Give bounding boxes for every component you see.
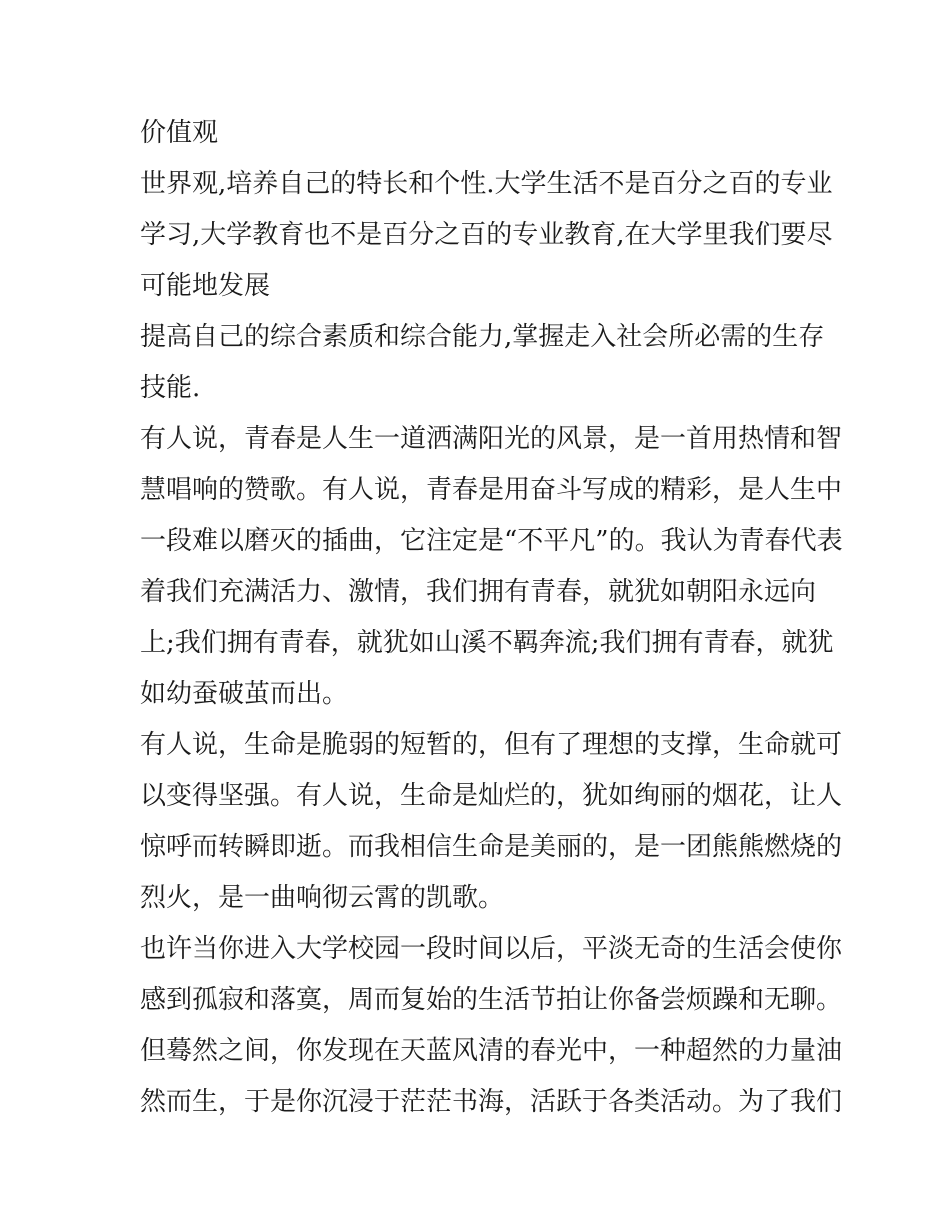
document-body [140, 108, 843, 1128]
text-line: 价值观 [140, 118, 219, 148]
text-line: 着我们充满活力、激情，我们拥有青春，就犹如朝阳永远向 [140, 577, 817, 607]
text-line: 可能地发展 [140, 271, 271, 301]
text-line: 惊呼而转瞬即逝。而我相信生命是美丽的，是一团熊熊燃烧的 [140, 832, 843, 862]
text-line: 技能. [140, 373, 201, 403]
text-line: 上;我们拥有青春，就犹如山溪不羁奔流;我们拥有青春，就犹 [140, 628, 834, 658]
text-line: 有人说，生命是脆弱的短暂的，但有了理想的支撑，生命就可 [140, 730, 843, 760]
text-line: 慧唱响的赞歌。有人说，青春是用奋斗写成的精彩，是人生中 [140, 475, 843, 505]
text-line: 然而生，于是你沉浸于茫茫书海，活跃于各类活动。为了我们 [140, 1087, 843, 1117]
text-line: 世界观,培养自己的特长和个性.大学生活不是百分之百的专业 [140, 169, 833, 199]
text-line: 感到孤寂和落寞，周而复始的生活节拍让你备尝烦躁和无聊。 [140, 985, 843, 1015]
text-line: 有人说，青春是人生一道洒满阳光的风景，是一首用热情和智 [140, 424, 843, 454]
text-line: 一段难以磨灭的插曲，它注定是“不平凡”的。我认为青春代表 [140, 526, 843, 556]
text-line: 烈火，是一曲响彻云霄的凯歌。 [140, 883, 505, 913]
text-line: 提高自己的综合素质和综合能力,掌握走入社会所必需的生存 [140, 322, 825, 352]
text-line: 学习,大学教育也不是百分之百的专业教育,在大学里我们要尽 [140, 220, 833, 250]
text-line: 但蓦然之间，你发现在天蓝风清的春光中，一种超然的力量油 [140, 1036, 843, 1066]
text-line: 如幼蚕破茧而出。 [140, 679, 349, 709]
text-line: 也许当你进入大学校园一段时间以后，平淡无奇的生活会使你 [140, 934, 843, 964]
text-line: 以变得坚强。有人说，生命是灿烂的，犹如绚丽的烟花，让人 [140, 781, 843, 811]
